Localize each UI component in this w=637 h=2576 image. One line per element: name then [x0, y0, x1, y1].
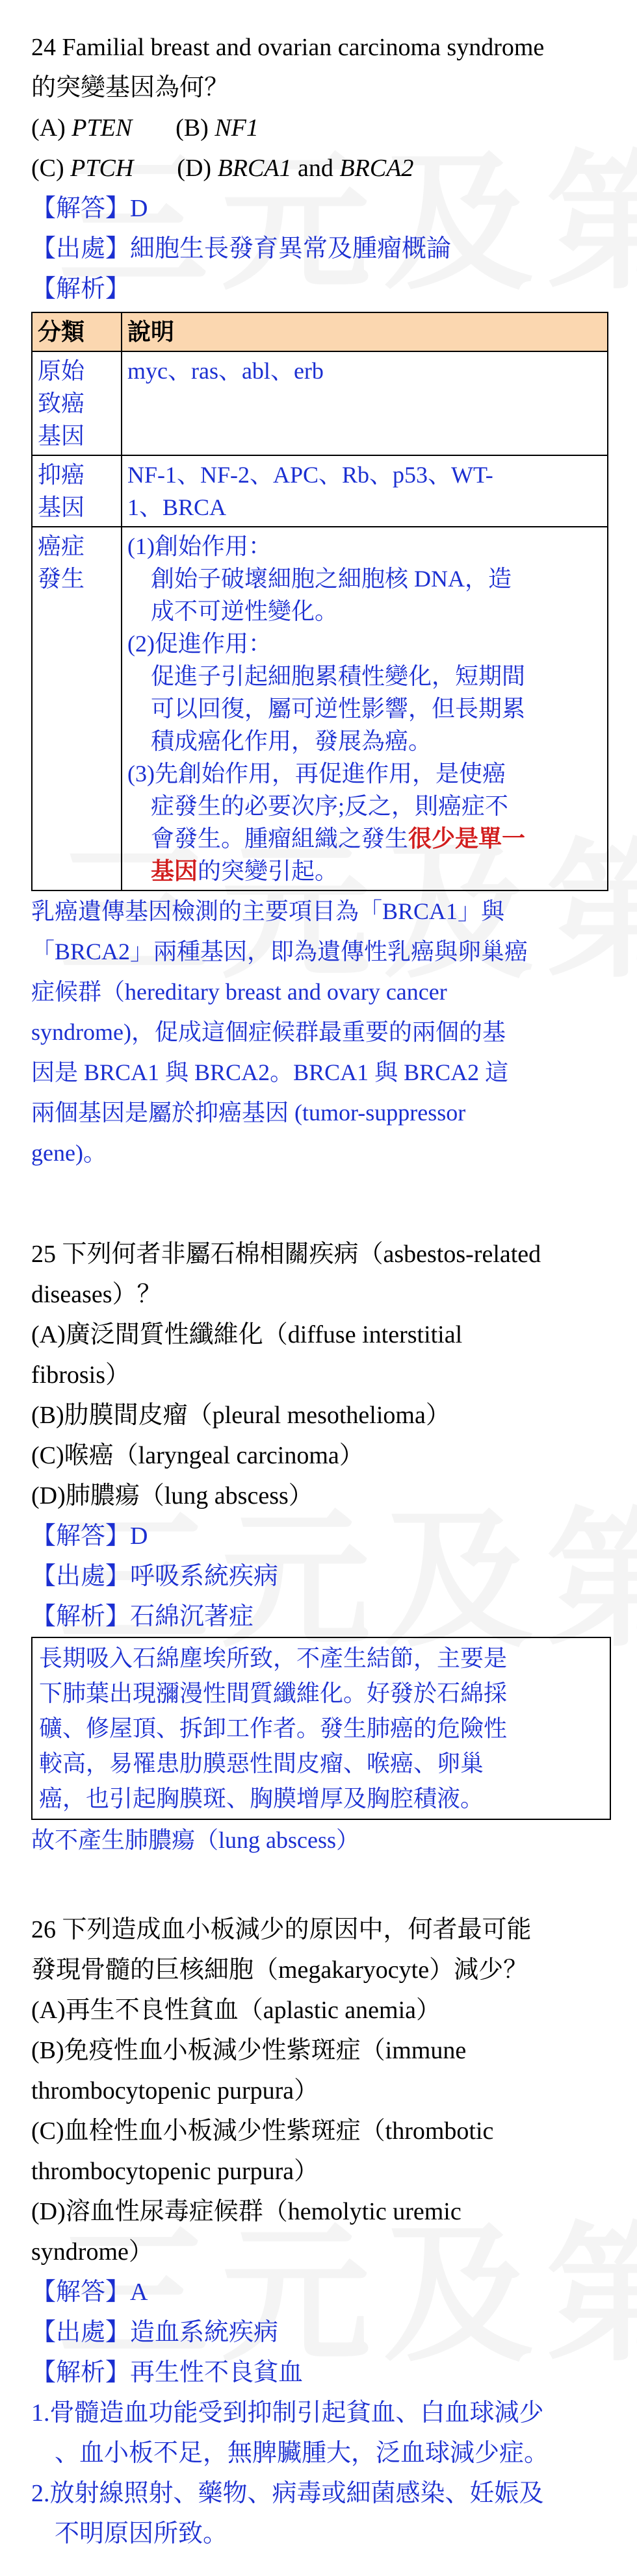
explain-tag: 【解析】	[31, 1603, 131, 1630]
explanation-box	[31, 1637, 611, 1820]
option-a-label: (A)	[31, 114, 66, 142]
box-line: 長期吸入石綿塵埃所致，不產生結節，主要是	[39, 1645, 508, 1671]
cell-text: 的突變引起。	[198, 858, 339, 884]
option-d-gene1: BRCA1	[217, 155, 292, 182]
table-cell	[32, 455, 122, 527]
question-stem: 25 下列何者非屬石棉相關疾病（asbestos-related	[31, 1241, 541, 1268]
cell-line: 成不可逆性變化。	[151, 598, 339, 624]
cell-line: (2)促進作用：	[127, 631, 272, 657]
answer-tag: 【解答】	[31, 195, 131, 222]
box-line: 癌，也引起胸膜斑、胸膜增厚及胸腔積液。	[39, 1786, 484, 1812]
source-value: 呼吸系統疾病	[130, 1563, 279, 1590]
cell-line: 積成癌化作用，發展為癌。	[151, 728, 432, 754]
option-d: (D)肺膿瘍（lung abscess）	[31, 1482, 313, 1509]
question-stem: 26 下列造成血小板減少的原因中，何者最可能	[31, 1916, 532, 1943]
box-line: 較高，易罹患肋膜惡性間皮瘤、喉癌、卵巢	[39, 1750, 484, 1776]
option-b: (B)肋膜間皮瘤（pleural mesothelioma）	[31, 1402, 450, 1429]
question-stem: 發現骨髓的巨核細胞（megakaryocyte）減少？	[31, 1956, 528, 1984]
table-cell	[32, 527, 122, 890]
option-c: PTCH	[70, 155, 134, 182]
option-b: (B)免疫性血小板減少性紫斑症（immune	[31, 2037, 467, 2064]
cell-line: 1、BRCA	[127, 494, 227, 520]
cell-line: 致癌	[38, 390, 85, 416]
box-line: 礦、修屋頂、拆卸工作者。發生肺癌的危險性	[39, 1715, 508, 1741]
box-line: 下肺葉出現瀰漫性間質纖維化。好發於石綿採	[39, 1680, 508, 1706]
cell-line: (1)創始作用：	[127, 533, 272, 559]
explain-tag: 【解析】	[31, 2359, 131, 2386]
option-c: (C)喉癌（laryngeal carcinoma）	[31, 1442, 364, 1469]
question-stem: 的突變基因為何？	[31, 74, 229, 101]
answer-line	[31, 2272, 616, 2312]
explanation-point: 不明原因所致。	[55, 2520, 228, 2547]
cell-line: 可以回復，屬可逆性影響，但長期累	[151, 696, 526, 722]
option-d-gene2: BRCA2	[339, 155, 414, 182]
option-a: PTEN	[72, 114, 133, 142]
table-cell: myc、ras、abl、erb	[122, 351, 608, 455]
cell-line: 發生	[38, 566, 85, 592]
source-line	[31, 2312, 616, 2353]
option-c: thrombocytopenic purpura）	[31, 2158, 319, 2185]
option-d: (D)溶血性尿毒症候群（hemolytic uremic	[31, 2198, 462, 2225]
option-b-label: (B)	[176, 114, 209, 142]
explanation-point: 2.放射線照射、藥物、病毒或細菌感染、妊娠及	[31, 2480, 544, 2507]
gene-table	[31, 312, 608, 891]
source-tag: 【出處】	[31, 235, 131, 262]
table-row	[32, 527, 608, 890]
note-line: gene)。	[31, 1140, 107, 1166]
table-cell	[122, 455, 608, 527]
cell-line: NF-1、NF-2、APC、Rb、p53、WT-	[127, 462, 493, 488]
explanation-note	[31, 891, 616, 1173]
options-row	[31, 108, 616, 148]
explain-tag: 【解析】	[31, 275, 131, 303]
explanation-tail: 故不產生肺膿瘍（lung abscess）	[31, 1827, 359, 1853]
cell-line: 原始	[38, 358, 85, 384]
option-a: (A)再生不良性貧血（aplastic anemia）	[31, 1997, 441, 2024]
table-row	[32, 455, 608, 527]
answer-tag: 【解答】	[31, 1522, 131, 1550]
cell-text: 會發生。腫瘤組織之發生	[151, 826, 409, 852]
explain-line	[31, 269, 616, 309]
note-line: 症候群（hereditary breast and ovary cancer	[31, 979, 447, 1005]
answer-tag: 【解答】	[31, 2279, 131, 2306]
explain-value: 石綿沉著症	[130, 1603, 254, 1630]
option-c: (C)血栓性血小板減少性紫斑症（thrombotic	[31, 2117, 494, 2145]
question-stem: 24 Familial breast and ovarian carcinoma syndrome	[31, 34, 545, 61]
cell-line: 抑癌	[38, 462, 85, 488]
cell-line: 症發生的必要次序;反之，則癌症不	[151, 793, 509, 819]
answer-line	[31, 188, 616, 229]
note-line: 因是 BRCA1 與 BRCA2。BRCA1 與 BRCA2 這	[31, 1059, 509, 1085]
option-d-and: and	[291, 155, 340, 182]
answer-value: A	[130, 2279, 148, 2306]
option-c-label: (C)	[31, 155, 64, 182]
note-line: syndrome)，促成這個症候群最重要的兩個的基	[31, 1019, 506, 1045]
option-b: NF1	[214, 114, 259, 142]
source-line	[31, 1556, 616, 1597]
source-value: 造血系統疾病	[130, 2319, 279, 2346]
explain-line	[31, 1597, 616, 1637]
option-d-label: (D)	[177, 155, 212, 182]
emphasis-text: 很少是單一	[408, 826, 526, 852]
cell-line: 創始子破壞細胞之細胞核 DNA，造	[151, 566, 512, 592]
question-26	[31, 1910, 616, 2554]
explain-value: 再生性不良貧血	[130, 2359, 304, 2386]
cell-line: (3)先創始作用，再促進作用，是使癌	[127, 761, 506, 787]
answer-line	[31, 1516, 616, 1556]
note-line: 乳癌遺傳基因檢測的主要項目為「BRCA1」與	[31, 898, 505, 924]
answer-value: D	[130, 195, 148, 222]
option-a: (A)廣泛間質性纖維化（diffuse interstitial	[31, 1321, 463, 1348]
table-header-row	[32, 312, 608, 351]
question-stem: diseases）？	[31, 1281, 162, 1308]
note-line: 「BRCA2」兩種基因，即為遺傳性乳癌與卵巢癌	[31, 939, 528, 965]
source-tag: 【出處】	[31, 2319, 131, 2346]
option-a: fibrosis）	[31, 1361, 131, 1389]
answer-value: D	[130, 1522, 148, 1550]
note-line: 兩個基因是屬於抑癌基因 (tumor-suppressor	[31, 1100, 466, 1126]
cell-line: 基因	[38, 494, 85, 520]
table-header: 說明	[122, 312, 608, 351]
option-b: thrombocytopenic purpura）	[31, 2077, 319, 2104]
cell-line: 基因	[38, 423, 85, 449]
source-tag: 【出處】	[31, 1563, 131, 1590]
source-line	[31, 229, 616, 269]
table-cell	[122, 527, 608, 890]
table-header: 分類	[32, 312, 122, 351]
table-cell	[32, 351, 122, 455]
explanation-point: 、血小板不足，無脾臟腫大，泛血球減少症。	[55, 2440, 549, 2467]
table-row	[32, 351, 608, 455]
cell-line: 促進子引起細胞累積性變化，短期間	[151, 663, 526, 689]
cell-line	[127, 855, 602, 887]
cell-line	[127, 822, 602, 855]
cell-line: 癌症	[38, 533, 85, 559]
source-value: 細胞生長發育異常及腫瘤概論	[130, 235, 452, 262]
explanation-point: 1.骨髓造血功能受到抑制引起貧血、白血球減少	[31, 2399, 544, 2427]
option-d: syndrome）	[31, 2238, 153, 2266]
question-25	[31, 1234, 616, 1860]
explain-line	[31, 2353, 616, 2393]
emphasis-text: 基因	[151, 858, 198, 884]
question-24	[31, 27, 616, 1173]
options-row	[31, 148, 616, 188]
